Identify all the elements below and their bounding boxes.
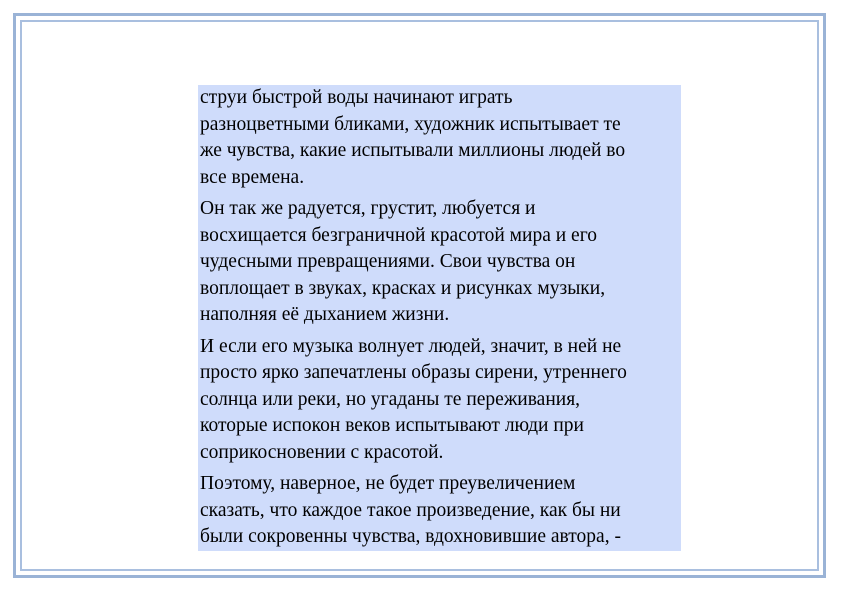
text-line: восхищается безграничной красотой мира и его xyxy=(200,224,597,246)
text-line: Он так же радуется, грустит, любуется и xyxy=(200,198,536,219)
text-line: И если его музыка волнует людей, значит, в ней не xyxy=(200,335,622,357)
paragraph-3 xyxy=(200,334,681,467)
text-line: просто ярко запечатлены образы сирени, утреннего xyxy=(200,362,627,383)
text-line: струи быстрой воды начинают играть xyxy=(200,87,513,108)
text-line: которые испокон веков испытывают люди при xyxy=(200,415,584,436)
text-line: соприкосновении с красотой. xyxy=(200,441,444,463)
paragraph-4 xyxy=(200,471,681,551)
text-line: разноцветными бликами, художник испытывает те xyxy=(200,113,621,135)
text-line: все времена. xyxy=(200,166,305,188)
text-block xyxy=(198,85,681,551)
paragraph-2 xyxy=(200,196,681,329)
text-line: солнца или реки, но угаданы те переживания, xyxy=(200,388,581,410)
text-line: чудесными превращениями. Свои чувства он xyxy=(200,251,576,272)
text-line: были сокровенны чувства, вдохновившие автора, - xyxy=(200,526,621,547)
text-line: же чувства, какие испытывали миллионы людей во xyxy=(200,140,626,161)
text-line: наполняя её дыханием жизни. xyxy=(200,304,450,325)
text-line: воплощает в звуках, красках и рисунках музыки, xyxy=(200,277,606,299)
text-line: сказать, что каждое такое произведение, как бы ни xyxy=(200,499,621,521)
paragraph-1 xyxy=(200,85,681,191)
text-line: Поэтому, наверное, не будет преувеличением xyxy=(200,473,576,494)
